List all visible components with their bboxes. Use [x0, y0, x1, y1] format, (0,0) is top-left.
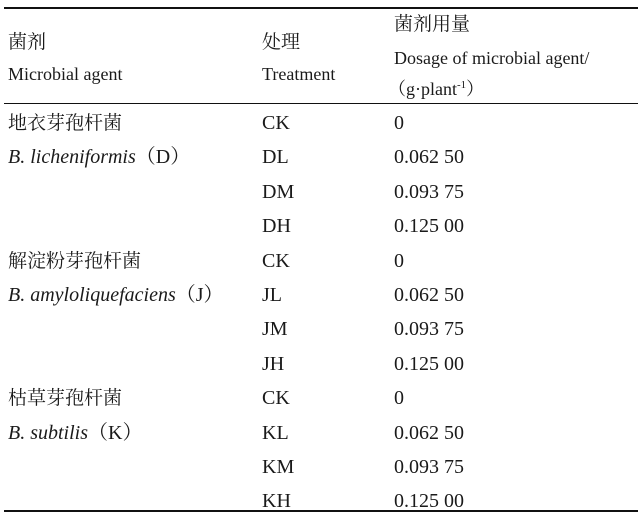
treatment-cell: KH: [262, 490, 291, 512]
dosage-cell: 0.093 75: [394, 456, 464, 478]
treatment-cell: JM: [262, 318, 288, 340]
agent-name-latin: [8, 283, 224, 307]
agent-latin-italic: B. amyloliquefaciens: [8, 284, 176, 306]
agent-code: （J）: [175, 284, 224, 306]
header-treatment-en: Treatment: [262, 64, 336, 84]
header-dosage-en: Dosage of microbial agent/: [394, 48, 590, 68]
treatment-cell: CK: [262, 387, 290, 409]
agent-latin-italic: B. licheniformis: [8, 146, 136, 168]
dosage-cell: 0.125 00: [394, 215, 464, 237]
treatment-cell: JL: [262, 284, 282, 306]
agent-name-zh: 枯草芽孢杆菌: [8, 387, 123, 409]
dosage-cell: 0: [394, 112, 404, 134]
agent-name-latin: [8, 421, 142, 445]
dosage-cell: 0.125 00: [394, 353, 464, 375]
agent-code: （K）: [88, 422, 143, 444]
agent-code: （D）: [135, 146, 191, 168]
dosage-cell: 0.093 75: [394, 318, 464, 340]
agent-name-zh: 地衣芽孢杆菌: [8, 112, 123, 134]
header-rule: [4, 103, 638, 104]
agent-name-latin: [8, 145, 190, 169]
dosage-cell: 0.062 50: [394, 422, 464, 444]
treatment-cell: DH: [262, 215, 291, 237]
header-agent-en: Microbial agent: [8, 64, 123, 84]
unit-exponent: -1: [457, 79, 467, 91]
treatment-cell: CK: [262, 250, 290, 272]
unit-close: ）: [466, 79, 485, 99]
top-rule: [4, 7, 638, 9]
header-agent-zh: 菌剂: [8, 31, 47, 53]
treatment-cell: KM: [262, 456, 295, 478]
dosage-cell: 0: [394, 250, 404, 272]
treatment-cell: CK: [262, 112, 290, 134]
bottom-rule: [4, 510, 638, 512]
treatment-cell: KL: [262, 422, 289, 444]
agent-latin-italic: B. subtilis: [8, 422, 89, 444]
dosage-cell: 0: [394, 387, 404, 409]
header-treatment-zh: 处理: [262, 31, 301, 53]
treatment-cell: DL: [262, 146, 289, 168]
dosage-cell: 0.125 00: [394, 490, 464, 512]
dosage-cell: 0.093 75: [394, 181, 464, 203]
dosage-cell: 0.062 50: [394, 146, 464, 168]
header-dosage-unit: [388, 77, 484, 101]
agent-name-zh: 解淀粉芽孢杆菌: [8, 250, 142, 272]
treatment-cell: DM: [262, 181, 295, 203]
treatment-cell: JH: [262, 353, 285, 375]
unit-open: （g·plant: [388, 79, 457, 99]
dosage-cell: 0.062 50: [394, 284, 464, 306]
header-dosage-zh: 菌剂用量: [394, 13, 471, 35]
